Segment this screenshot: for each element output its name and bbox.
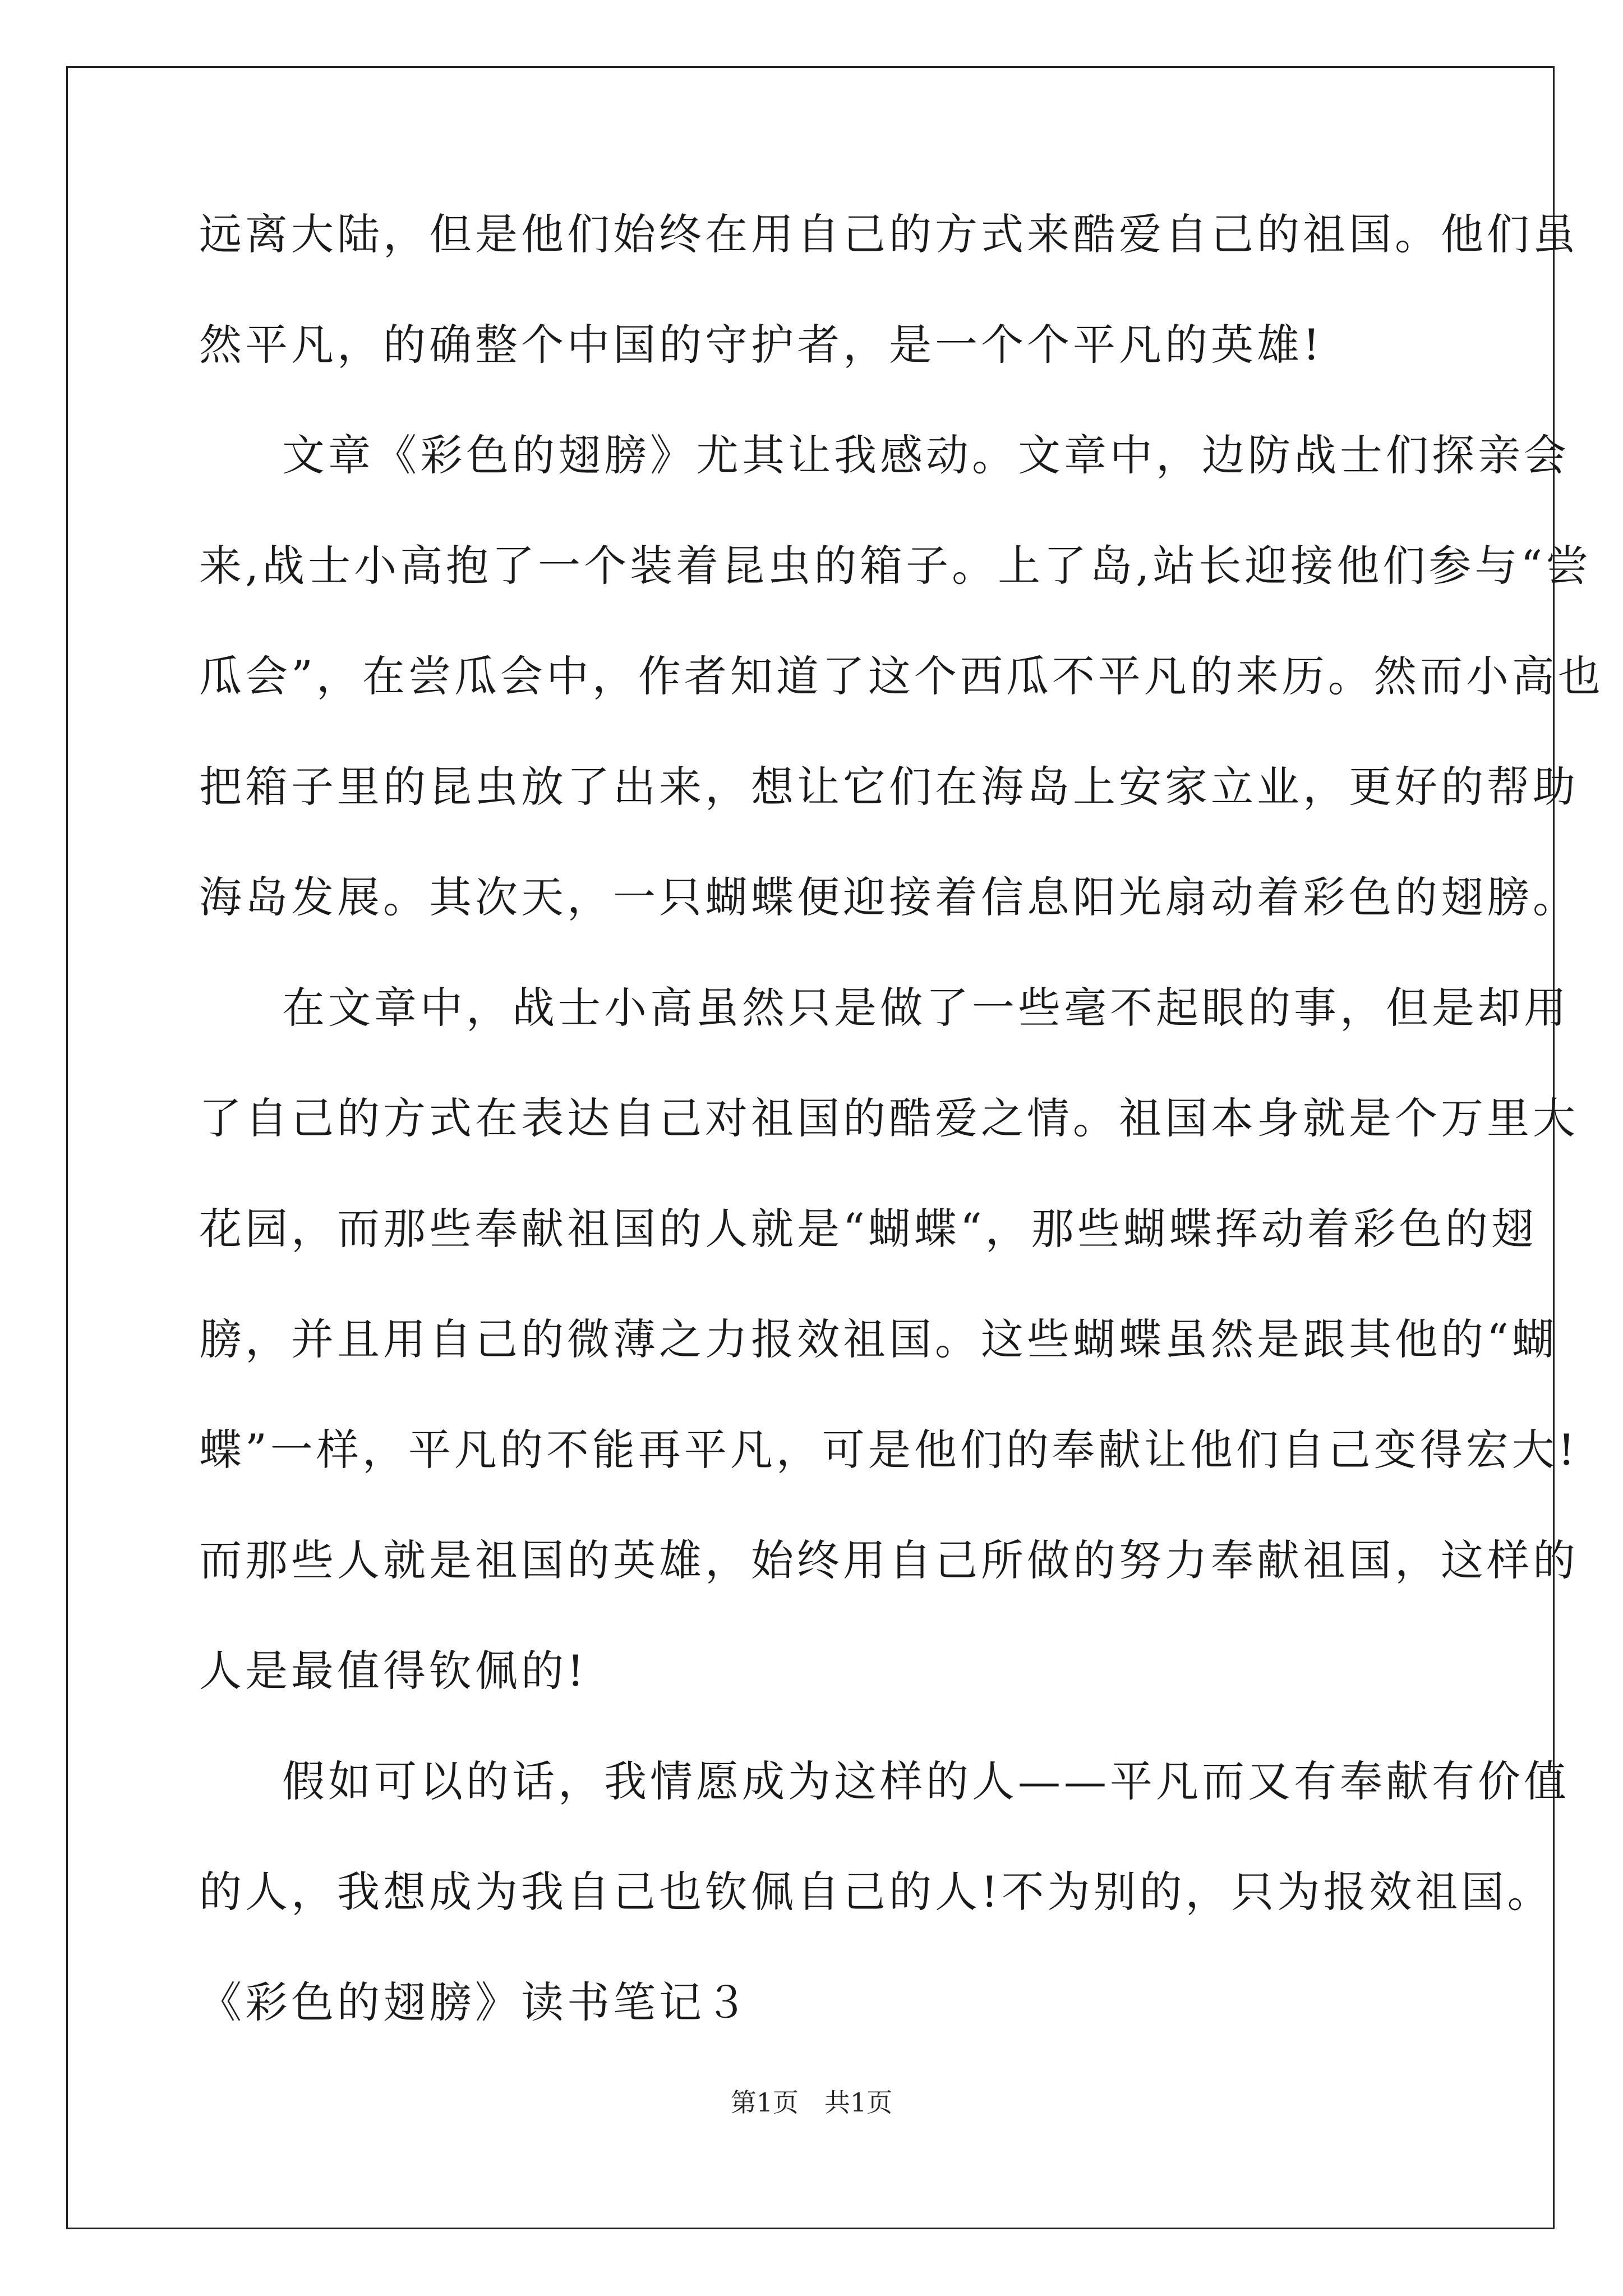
paragraph-start-line: 在文章中，战士小高虽然只是做了一些毫不起眼的事，但是却用 (282, 983, 1570, 1033)
text-line: 海岛发展。其次天，一只蝴蝶便迎接着信息阳光扇动着彩色的翅膀。 (199, 872, 1579, 922)
text-line: 人是最值得钦佩的! (199, 1646, 588, 1696)
paragraph-start-line: 假如可以的话，我情愿成为这样的人——平凡而又有奉献有价值 (282, 1756, 1570, 1806)
page-number: 第1页 共1页 (730, 2087, 893, 2118)
section-heading: 《彩色的翅膀》读书笔记３ (199, 1977, 751, 2027)
text-line: 然平凡，的确整个中国的守护者，是一个个平凡的英雄! (199, 320, 1324, 370)
page-footer (0, 2088, 1623, 2117)
text-line: 的人，我想成为我自己也钦佩自己的人!不为别的，只为报效祖国。 (199, 1867, 1553, 1917)
text-line: 花园，而那些奉献祖国的人就是“蝴蝶“，那些蝴蝶挥动着彩色的翅 (199, 1204, 1537, 1254)
document-body (199, 209, 1604, 2092)
text-line: 而那些人就是祖国的英雄，始终用自己所做的努力奉献祖国，这样的 (199, 1535, 1579, 1585)
text-line: 来,战士小高抱了一个装着昆虫的箱子。上了岛,站长迎接他们参与“尝 (199, 541, 1592, 591)
text-line: 把箱子里的昆虫放了出来，想让它们在海岛上安家立业，更好的帮助 (199, 762, 1579, 812)
text-line: 远离大陆，但是他们始终在用自己的方式来酷爱自己的祖国。他们虽 (199, 209, 1579, 259)
text-line: 了自己的方式在表达自己对祖国的酷爱之情。祖国本身就是个万里大 (199, 1093, 1579, 1143)
text-line: 膀，并且用自己的微薄之力报效祖国。这些蝴蝶虽然是跟其他的“蝴 (199, 1314, 1558, 1364)
text-line: 蝶”一样，平凡的不能再平凡，可是他们的奉献让他们自己变得宏大! (199, 1425, 1579, 1475)
text-line: 瓜会”，在尝瓜会中，作者知道了这个西瓜不平凡的来历。然而小高也 (199, 651, 1604, 701)
paragraph-start-line: 文章《彩色的翅膀》尤其让我感动。文章中，边防战士们探亲会 (282, 430, 1570, 480)
